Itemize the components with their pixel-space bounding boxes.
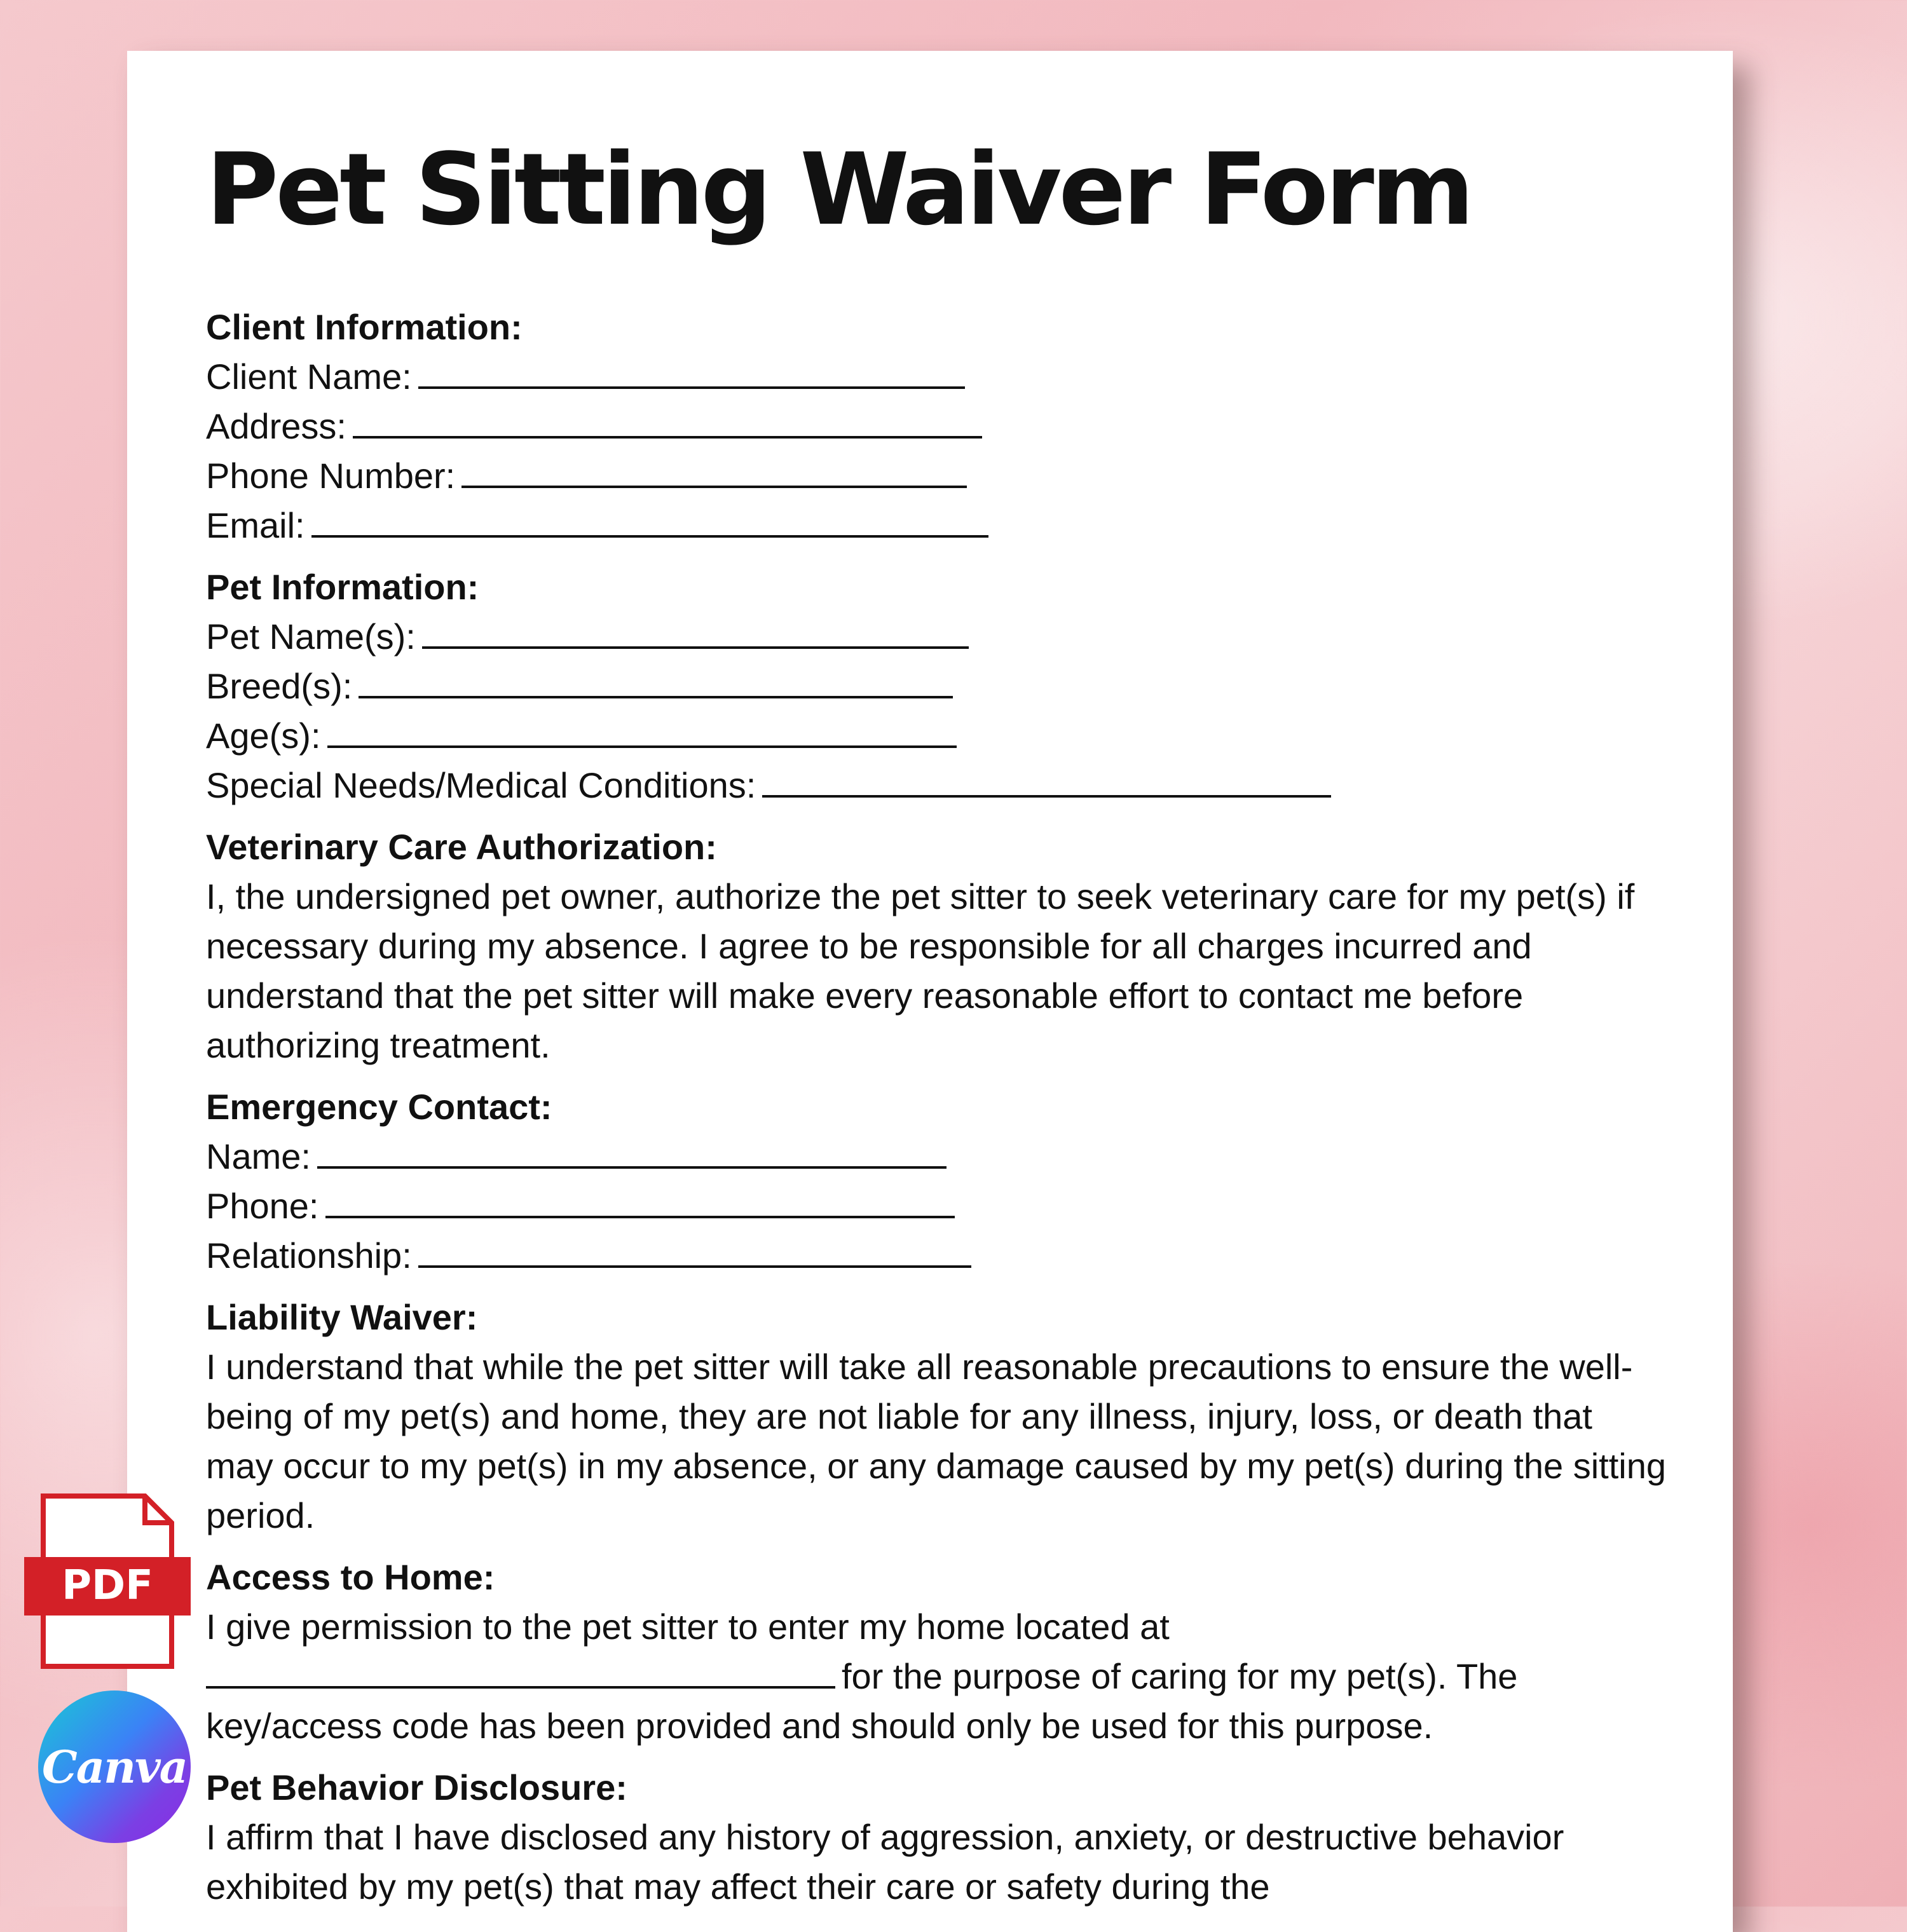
- emergency-phone-blank: [325, 1183, 955, 1218]
- breeds-field: [206, 662, 1668, 711]
- pet-names-field: [206, 612, 1668, 662]
- phone-number-blank: [461, 452, 967, 488]
- email-blank: [311, 502, 988, 538]
- pet-names-blank: [422, 613, 969, 649]
- liability-waiver-section: [206, 1293, 1668, 1541]
- address-blank: [353, 403, 982, 439]
- client-name-blank: [418, 353, 965, 389]
- veterinary-care-heading: Veterinary Care Authorization:: [206, 827, 717, 867]
- client-name-field: [206, 352, 1668, 402]
- home-address-blank: [206, 1653, 835, 1689]
- ages-label: Age(s):: [206, 716, 321, 756]
- canva-label: Canva: [42, 1740, 187, 1793]
- access-to-home-text: [206, 1602, 1668, 1751]
- breeds-label: Breed(s):: [206, 666, 353, 706]
- phone-number-field: [206, 451, 1668, 501]
- pet-behavior-text: I affirm that I have disclosed any history of aggression, anxiety, or destructive behavior exhibited by my pet(s) that may affect their care or safety during the: [206, 1817, 1564, 1907]
- access-text-before: I give permission to the pet sitter to enter my home located at: [206, 1607, 1170, 1647]
- relationship-label: Relationship:: [206, 1235, 412, 1276]
- relationship-blank: [418, 1232, 971, 1268]
- client-information-heading: Client Information:: [206, 307, 523, 347]
- emergency-name-blank: [317, 1133, 947, 1169]
- pet-information-section: [206, 562, 1668, 810]
- pet-names-label: Pet Name(s):: [206, 616, 416, 656]
- breeds-blank: [359, 663, 953, 698]
- pdf-file-graphic: [24, 1493, 196, 1671]
- liability-waiver-heading: Liability Waiver:: [206, 1297, 478, 1337]
- access-to-home-section: [206, 1553, 1668, 1751]
- pet-information-heading: Pet Information:: [206, 567, 479, 607]
- pet-behavior-heading: Pet Behavior Disclosure:: [206, 1767, 627, 1807]
- pdf-label: PDF: [62, 1562, 153, 1609]
- emergency-name-label: Name:: [206, 1136, 311, 1176]
- page-title: Pet Sitting Waiver Form: [206, 132, 1472, 247]
- special-needs-blank: [762, 762, 1331, 798]
- emergency-phone-label: Phone:: [206, 1186, 319, 1226]
- pet-behavior-section: [206, 1763, 1668, 1912]
- liability-waiver-text: I understand that while the pet sitter will take all reasonable precautions to ensure the well-being of my pet(s) and home, they are not liable for any illness, injury, loss, or death that may occur to my pet(s) in my absence, or any damage caused by my pet(s) during the sitting period.: [206, 1347, 1667, 1535]
- ages-field: [206, 711, 1668, 761]
- special-needs-label: Special Needs/Medical Conditions:: [206, 765, 756, 805]
- access-text-after: for the purpose of caring for my pet(s). The key/access code has been provided and should only be used for this purpose.: [206, 1656, 1518, 1746]
- emergency-phone-field: [206, 1181, 1668, 1231]
- veterinary-care-section: [206, 822, 1668, 1070]
- address-label: Address:: [206, 406, 346, 446]
- emergency-name-field: [206, 1132, 1668, 1181]
- client-information-section: [206, 303, 1668, 550]
- canva-logo: [38, 1690, 191, 1843]
- emergency-contact-section: [206, 1082, 1668, 1281]
- form-page: [127, 51, 1733, 1932]
- access-to-home-heading: Access to Home:: [206, 1557, 495, 1597]
- pdf-file-icon: [24, 1493, 196, 1671]
- email-field: [206, 501, 1668, 550]
- ages-blank: [327, 712, 957, 748]
- special-needs-field: [206, 761, 1668, 810]
- address-field: [206, 402, 1668, 451]
- veterinary-care-text: I, the undersigned pet owner, authorize the pet sitter to seek veterinary care for my pet(s) if necessary during my absence. I agree to be responsible for all charges incurred and understand that the pet sitter will make every reasonable effort to contact me before authorizing treatment.: [206, 876, 1635, 1065]
- client-name-label: Client Name:: [206, 357, 412, 397]
- email-label: Email:: [206, 505, 305, 545]
- phone-number-label: Phone Number:: [206, 456, 456, 496]
- relationship-field: [206, 1231, 1668, 1281]
- emergency-contact-heading: Emergency Contact:: [206, 1087, 552, 1127]
- form-content: [206, 132, 1668, 1924]
